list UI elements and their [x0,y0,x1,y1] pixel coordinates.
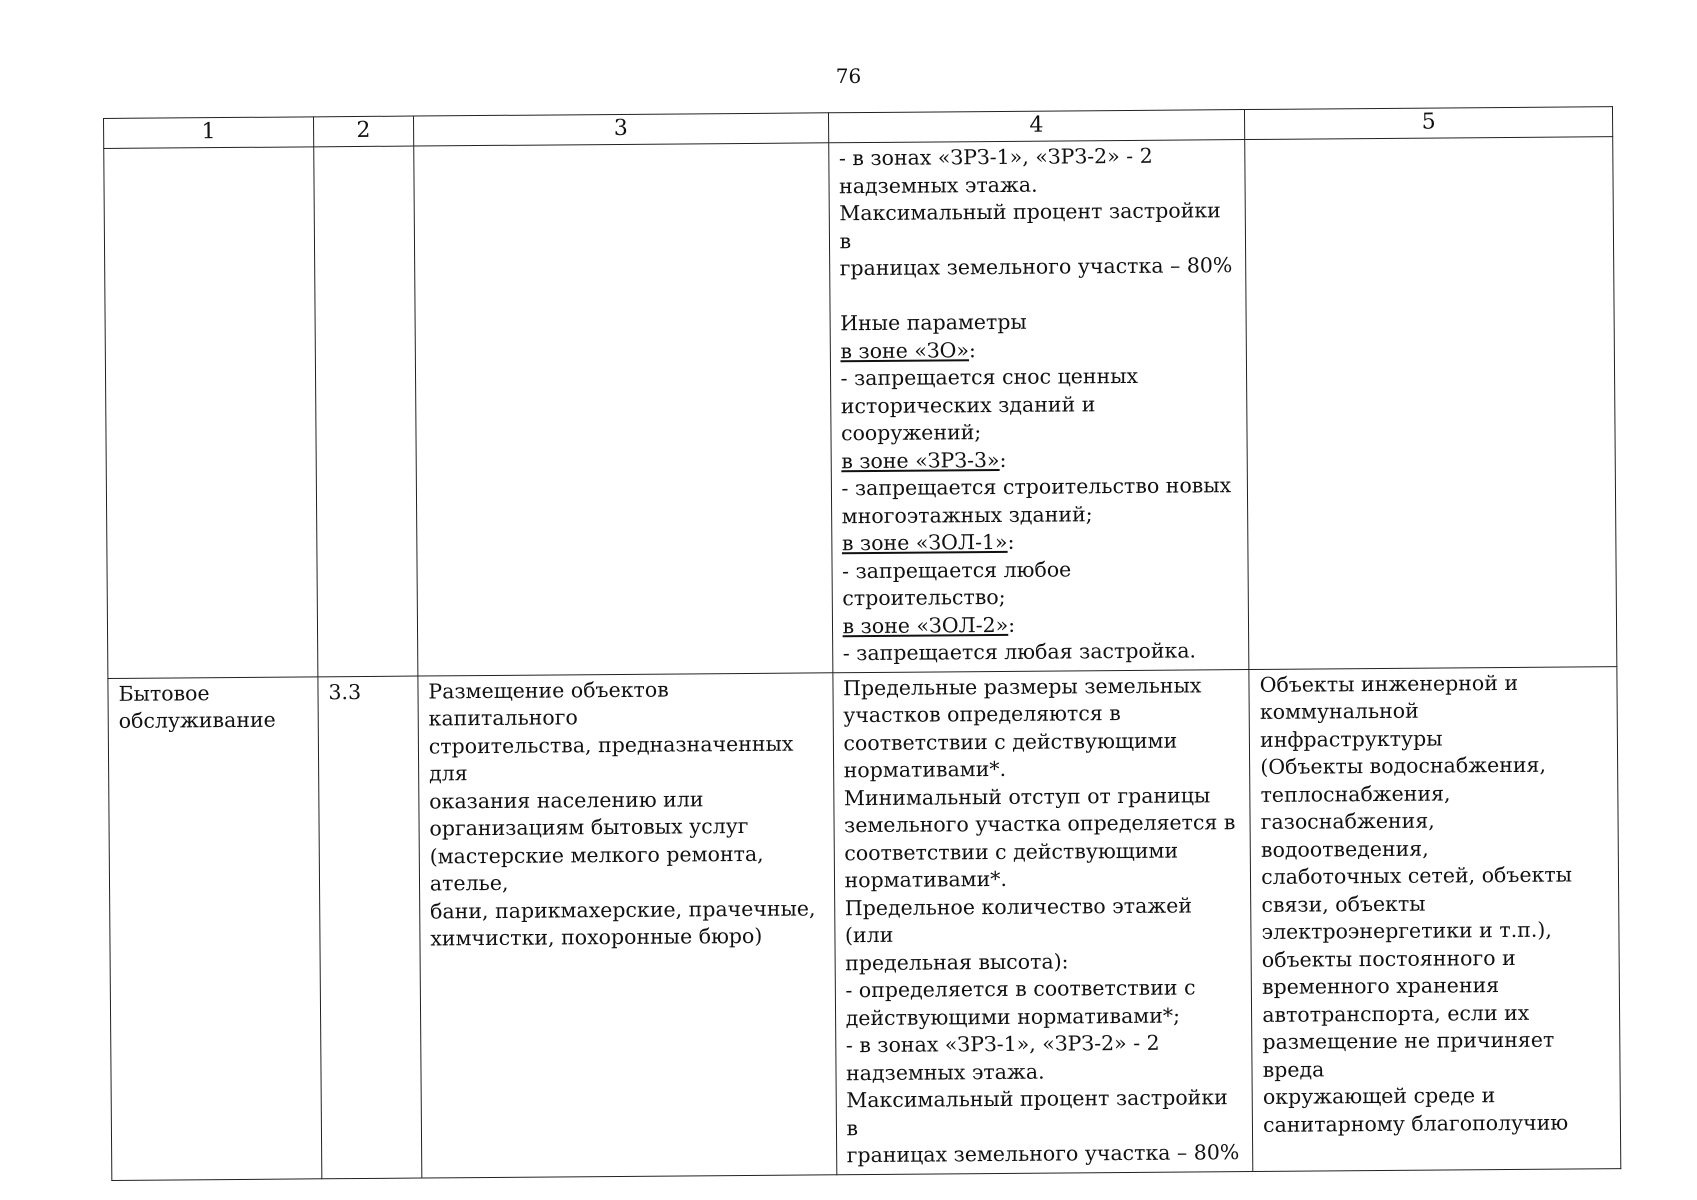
header-col-2: 2 [313,116,413,147]
auxiliary-use-line: газоснабжения, водоотведения, [1260,808,1435,862]
parameter-line [839,197,1235,255]
use-type-line: Бытовое [118,680,210,706]
parameter-line-text: - запрещается строительство новых [841,473,1232,501]
cell-r1-c2 [314,146,418,676]
zone-heading-text: в зоне «ЗОЛ-2» [842,612,1009,638]
parameter-line: соответствии с действующими [843,728,1178,755]
zone-heading-text: в зоне «ЗО» [840,337,970,363]
parameter-line-text: Иные параметры [840,309,1027,336]
parameter-line [839,170,1235,201]
parameter-line: нормативами*. [843,756,1007,783]
parameter-line: соответствии с действующими [844,838,1179,865]
cell-r1-c1 [104,147,318,678]
zone-heading-colon: : [999,447,1007,472]
parameter-line: действующими нормативами*; [845,1003,1181,1030]
header-col-3: 3 [413,113,828,146]
parameter-line: участков определяются в [843,701,1121,728]
land-use-table [103,106,1621,1180]
zone-heading-colon: : [1008,612,1016,637]
header-col-1: 1 [104,117,314,149]
auxiliary-use-line: связи, объекты [1261,891,1426,917]
parameter-line: Предельные размеры земельных [842,672,1202,700]
parameter-line: Максимальный процент застройки в [846,1085,1228,1140]
zone-heading-colon: : [1007,529,1015,554]
zone-heading-text: в зоне «ЗРЗ-3» [841,447,1000,473]
parameter-line: границах земельного участка – 80% [846,1140,1240,1168]
auxiliary-use-line: коммунальной инфраструктуры [1259,698,1443,752]
cell-use-code: 3.3 [318,676,422,1179]
auxiliary-use-line: временного хранения [1261,973,1500,999]
parameter-line: земельного участка определяется в [844,810,1236,838]
parameter-line: предельная высота): [845,948,1069,975]
header-col-5: 5 [1245,107,1613,140]
parameter-line [840,307,1236,338]
use-type-line: обслуживание [118,707,276,733]
cell-parameters [832,669,1253,1174]
parameter-line: нормативами*. [844,866,1008,893]
parameter-line [842,555,1238,613]
auxiliary-use-line: окружающей среде и [1262,1083,1496,1109]
zone-heading-text: в зоне «ЗОЛ-1» [841,529,1008,556]
cell-r1-c5 [1245,137,1617,669]
parameter-line: Минимальный отступ от границы [843,782,1211,810]
description-line: (мастерские мелкого ремонта, ателье, [429,841,764,896]
parameter-line [840,252,1236,283]
zone-heading-colon: : [968,337,976,362]
parameter-line-text: Максимальный процент застройки в [839,198,1221,253]
parameter-line-text: - запрещается любое строительство; [842,556,1072,611]
parameter-line-text: - запрещается любая застройка. [842,638,1197,666]
description-line: организациям бытовых услуг [429,813,749,841]
zone-heading [841,445,1237,476]
parameter-line: надземных этажа. [845,1059,1045,1085]
parameter-line [841,362,1237,393]
auxiliary-use-line: размещение не причиняет вреда [1262,1027,1555,1082]
cell-auxiliary-uses [1249,666,1621,1171]
zone-heading [840,335,1236,366]
parameter-line-text: - в зонах «ЗРЗ-1», «ЗРЗ-2» - 2 [838,143,1153,171]
auxiliary-use-line: санитарному благополучию [1263,1110,1569,1137]
cell-use-type [108,676,322,1180]
parameter-line: - в зонах «ЗРЗ-1», «ЗРЗ-2» - 2 [845,1030,1160,1058]
description-line: бани, парикмахерские, прачечные, [430,895,816,923]
description-line: Размещение объектов капитального [428,677,669,731]
auxiliary-use-line: слаботочных сетей, объекты [1261,862,1573,889]
auxiliary-use-line: (Объекты водоснабжения, [1260,752,1547,779]
parameter-line-text: многоэтажных зданий; [841,501,1093,528]
parameter-line-text: - запрещается снос ценных [840,363,1139,391]
parameter-line [842,500,1238,531]
description-line: оказания населению или [429,786,704,813]
parameter-line-text: исторических зданий и сооружений; [840,391,1096,446]
page-number: 76 [835,64,862,88]
header-col-4: 4 [828,110,1245,143]
parameter-line: - определяется в соответствии с [845,975,1196,1003]
auxiliary-use-line: электроэнергетики и т.п.), [1261,917,1552,944]
parameter-line-text: надземных этажа. [839,172,1038,198]
table-row-continuation [104,137,1617,678]
auxiliary-use-line: автотранспорта, если их [1262,1000,1530,1027]
table-row-household-services [108,666,1621,1180]
cell-r1-c4-parameters [828,140,1249,673]
parameter-line [841,390,1237,448]
cell-use-description [418,672,837,1177]
parameter-line-text: границах земельного участка – 80% [839,253,1233,281]
cell-r1-c3 [414,143,833,676]
parameter-line: Предельное количество этажей (или [844,892,1193,948]
zone-heading [842,610,1238,641]
parameter-line [841,472,1237,503]
parameter-line [843,637,1239,668]
description-line: химчистки, похоронные бюро) [430,923,763,951]
blank-line [840,280,1236,311]
description-line: строительства, предназначенных для [428,731,794,786]
parameter-line [839,142,1235,173]
auxiliary-use-line: теплоснабжения, [1260,780,1451,807]
auxiliary-use-line: Объекты инженерной и [1259,670,1519,697]
zone-heading [842,527,1238,558]
auxiliary-use-line: объекты постоянного и [1261,945,1516,972]
